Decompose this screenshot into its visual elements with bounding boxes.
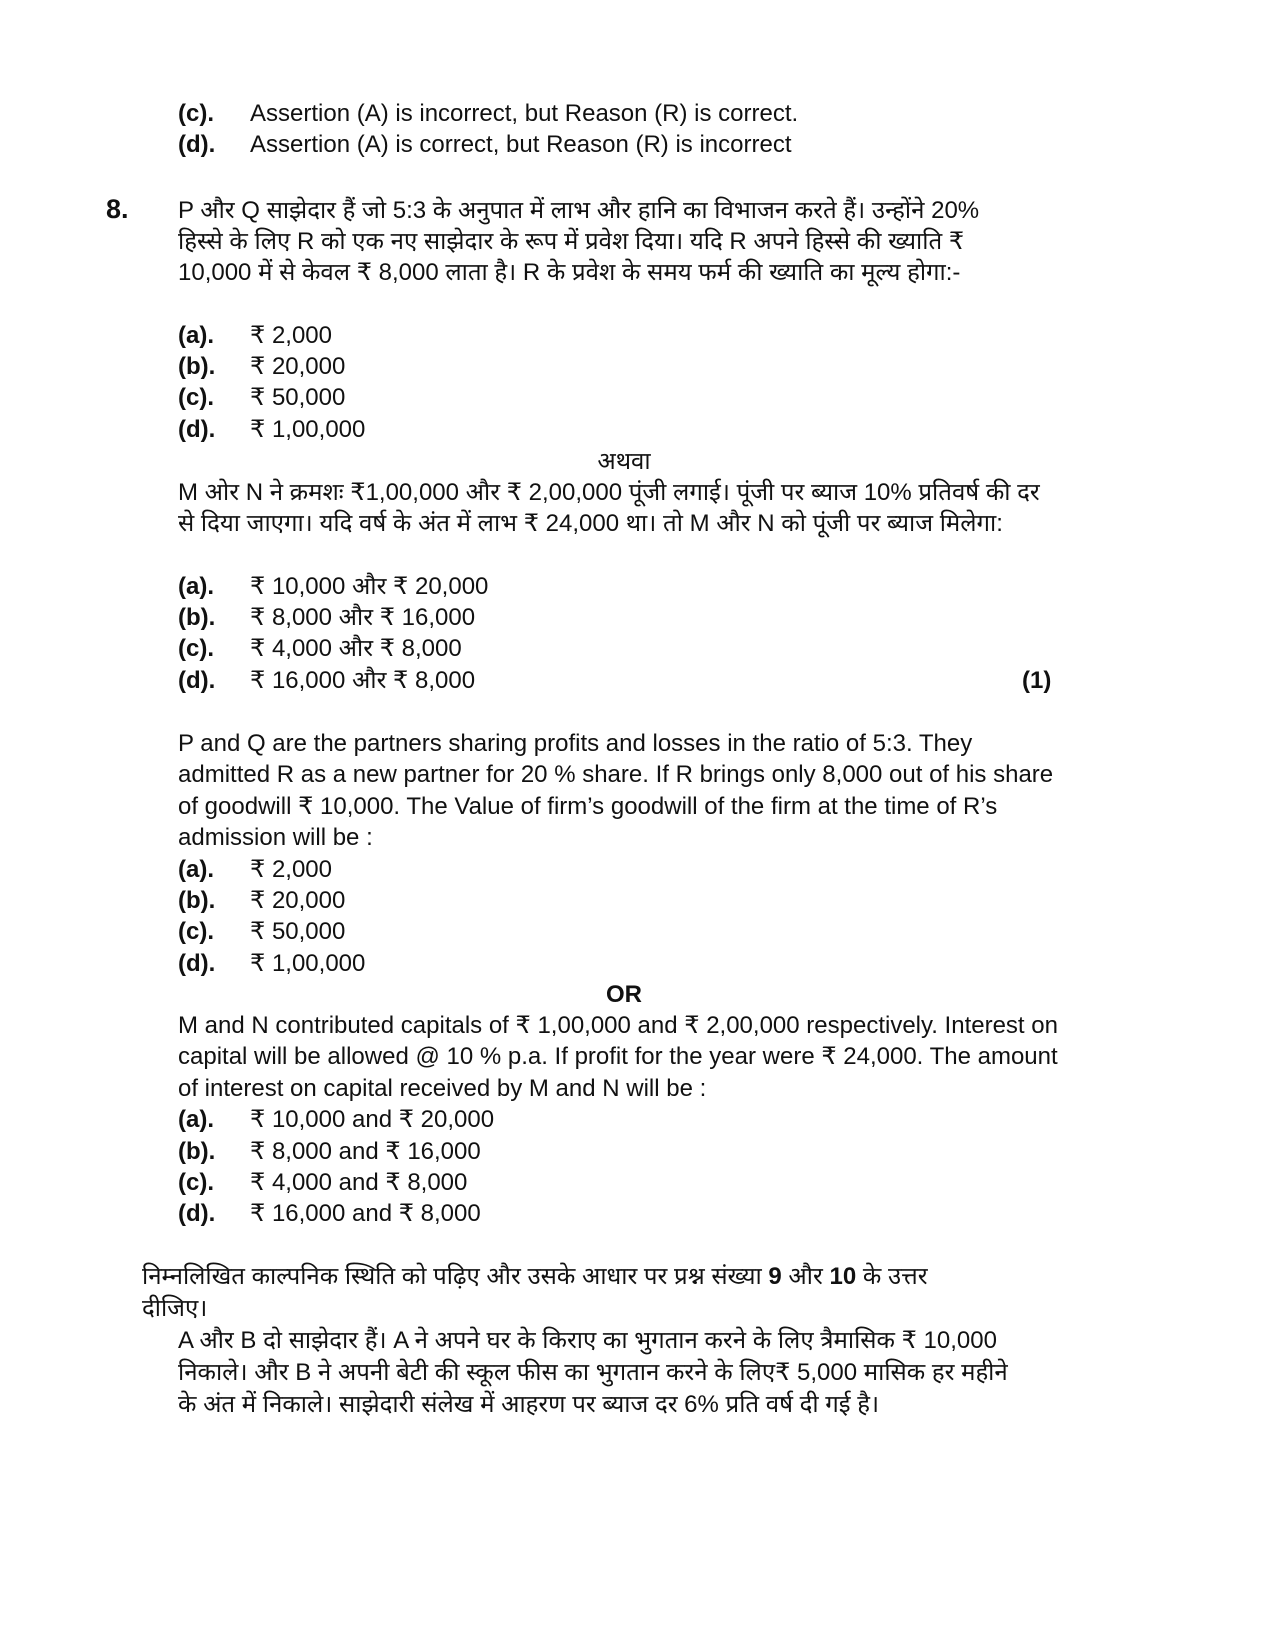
option-text: ₹ 50,000: [250, 384, 346, 411]
alt-question-english-line: of interest on capital received by M and N will be :: [178, 1075, 707, 1102]
option-text: ₹ 1,00,000: [250, 950, 366, 977]
option-text: ₹ 20,000: [250, 353, 346, 380]
option-text: ₹ 8,000 and ₹ 16,000: [250, 1138, 481, 1165]
option-text: Assertion (A) is incorrect, but Reason (R) is correct.: [250, 100, 799, 127]
marks-label: (1): [1022, 667, 1052, 694]
option-label: (c).: [178, 1169, 214, 1196]
question-hindi-line: 10,000 में से केवल ₹ 8,000 लाता है। R के प्रवेश के समय फर्म की ख्याति का मूल्य होगा:-: [178, 259, 961, 286]
alt-question-english-line: capital will be allowed @ 10 % p.a. If profit for the year were ₹ 24,000. The amount: [178, 1043, 1058, 1070]
question-english-line: P and Q are the partners sharing profits and losses in the ratio of 5:3. They: [178, 730, 973, 757]
alt-question-hindi-line: M ओर N ने क्रमशः ₹1,00,000 और ₹ 2,00,000 पूंजी लगाई। पूंजी पर ब्याज 10% प्रतिवर्ष की दर: [178, 479, 1040, 506]
alt-question-english-line: M and N contributed capitals of ₹ 1,00,000 and ₹ 2,00,000 respectively. Interest on: [178, 1012, 1058, 1039]
option-text: ₹ 20,000: [250, 887, 346, 914]
case-intro-text: निम्नलिखित काल्पनिक स्थिति को पढ़िए और उसके आधार पर प्रश्न संख्या: [142, 1263, 769, 1290]
option-label: (c).: [178, 100, 214, 127]
option-label: (a).: [178, 856, 214, 883]
case-text-line: निकाले। और B ने अपनी बेटी की स्कूल फीस का भुगतान करने के लिए₹ 5,000 मासिक हर महीने: [178, 1359, 1008, 1386]
option-label: (b).: [178, 604, 216, 631]
option-label: (a).: [178, 322, 214, 349]
option-text: ₹ 10,000 and ₹ 20,000: [250, 1106, 495, 1133]
alt-question-hindi-line: से दिया जाएगा। यदि वर्ष के अंत में लाभ ₹ 24,000 था। तो M और N को पूंजी पर ब्याज मिलेगा:: [178, 510, 1003, 537]
case-intro-text: के उत्तर: [856, 1263, 928, 1290]
question-hindi-line: हिस्से के लिए R को एक नए साझेदार के रूप में प्रवेश दिया। यदि R अपने हिस्से की ख्याति ₹: [178, 228, 965, 255]
option-text: ₹ 16,000 और ₹ 8,000: [250, 667, 476, 694]
option-label: (b).: [178, 353, 216, 380]
case-intro-line: [142, 1261, 928, 1293]
option-text: ₹ 8,000 और ₹ 16,000: [250, 604, 476, 631]
option-label: (d).: [178, 950, 216, 977]
option-text: ₹ 4,000 और ₹ 8,000: [250, 635, 462, 662]
option-text: ₹ 2,000: [250, 322, 332, 349]
option-text: ₹ 1,00,000: [250, 416, 366, 443]
option-text: ₹ 16,000 and ₹ 8,000: [250, 1200, 481, 1227]
option-text: ₹ 2,000: [250, 856, 332, 883]
question-ref-9: 9: [768, 1263, 782, 1290]
case-text-line: के अंत में निकाले। साझेदारी संलेख में आहरण पर ब्याज दर 6% प्रति वर्ष दी गई है।: [178, 1391, 880, 1418]
or-divider-hindi: अथवा: [597, 448, 651, 475]
option-label: (d).: [178, 1200, 216, 1227]
option-label: (c).: [178, 384, 214, 411]
option-label: (c).: [178, 918, 214, 945]
option-label: (d).: [178, 131, 216, 158]
option-label: (a).: [178, 1106, 214, 1133]
question-english-line: of goodwill ₹ 10,000. The Value of firm’s goodwill of the firm at the time of R’s: [178, 793, 998, 820]
case-intro-line: दीजिए।: [142, 1295, 208, 1322]
question-english-line: admission will be :: [178, 824, 373, 851]
option-label: (c).: [178, 635, 214, 662]
option-text: ₹ 4,000 and ₹ 8,000: [250, 1169, 468, 1196]
option-label: (d).: [178, 667, 216, 694]
option-text: Assertion (A) is correct, but Reason (R) is incorrect: [250, 131, 792, 158]
option-label: (b).: [178, 1138, 216, 1165]
case-text-line: A और B दो साझेदार हैं। A ने अपने घर के किराए का भुगतान करने के लिए त्रैमासिक ₹ 10,000: [178, 1327, 997, 1354]
question-english-line: admitted R as a new partner for 20 % share. If R brings only 8,000 out of his share: [178, 761, 1054, 788]
question-ref-10: 10: [829, 1263, 857, 1290]
option-text: ₹ 10,000 और ₹ 20,000: [250, 573, 489, 600]
question-number: 8.: [106, 194, 129, 224]
option-label: (d).: [178, 416, 216, 443]
option-label: (b).: [178, 887, 216, 914]
question-hindi-line: P और Q साझेदार हैं जो 5:3 के अनुपात में लाभ और हानि का विभाजन करते हैं। उन्होंने 20%: [178, 197, 980, 224]
option-label: (a).: [178, 573, 214, 600]
case-intro-text: और: [781, 1263, 830, 1290]
option-text: ₹ 50,000: [250, 918, 346, 945]
or-divider-english: OR: [606, 981, 642, 1008]
